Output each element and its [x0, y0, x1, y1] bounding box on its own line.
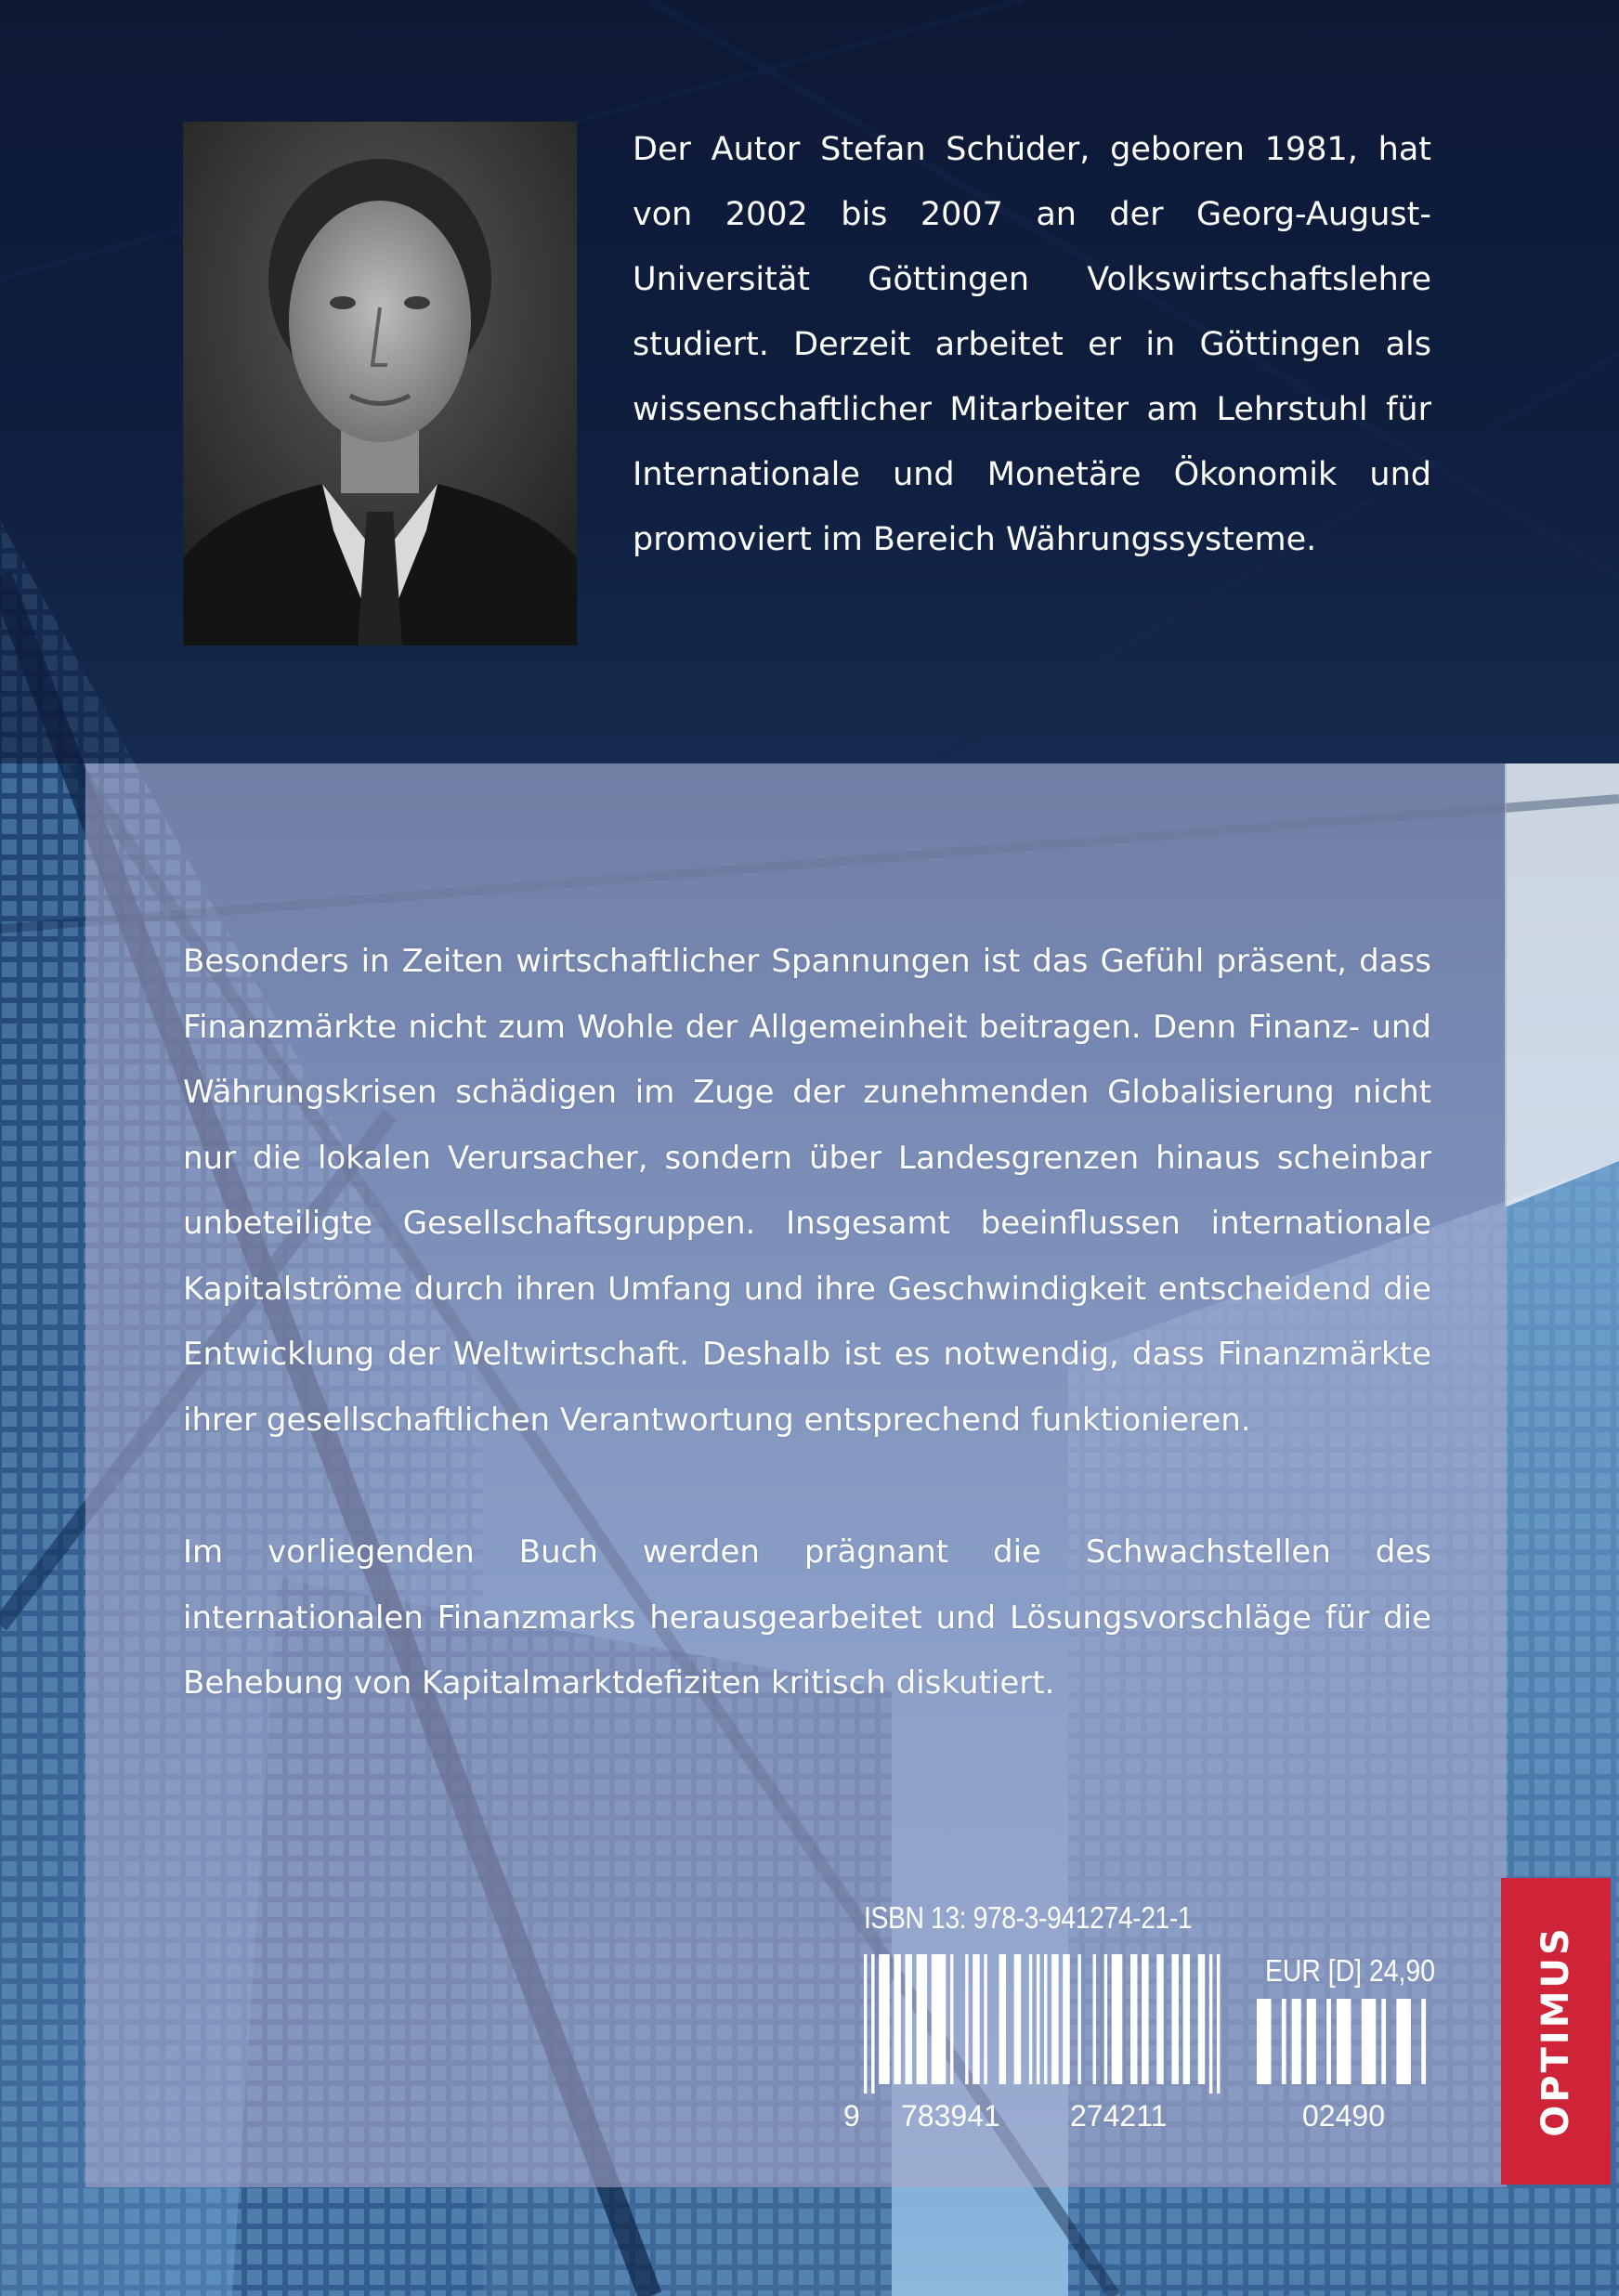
barcode-bar: [1014, 1954, 1021, 2084]
barcode-bar: [1156, 1954, 1163, 2084]
barcode-bar: [1142, 1954, 1148, 2084]
barcode-bar: [1257, 1999, 1272, 2084]
barcode-bar: [864, 1954, 867, 2094]
barcode-bar: [894, 1954, 900, 2084]
barcode-bar: [1198, 1954, 1205, 2084]
barcode-bar: [879, 1954, 890, 2084]
barcode-digits-lead: 9: [843, 2099, 860, 2133]
barcode-bar: [1104, 1954, 1107, 2084]
barcode-bar: [1307, 1999, 1316, 2084]
isbn-label: ISBN 13: 978-3-941274-21-1: [864, 1900, 1193, 1935]
barcode-bar: [871, 1954, 874, 2094]
barcode-bar: [1381, 1999, 1386, 2084]
barcode-bar: [917, 1954, 928, 2084]
barcode-bar: [1037, 1954, 1039, 2084]
barcode-bar: [1093, 1954, 1096, 2084]
barcode-bar: [1282, 1999, 1286, 2084]
barcode-digits-left: 783941: [901, 2099, 1000, 2133]
author-bio: Der Autor Stefan Schüder, geboren 1981, hat von 2002 bis 2007 an der Georg-August-Universität Göttingen Volkswirtschaftslehre studiert. Derzeit arbeitet er in Göttingen als wissenschaftlicher Mitarbeiter am Lehrstuhl für Internationale und Monetäre Ökonomik und promoviert im Bereich Währungssysteme.: [633, 131, 1431, 558]
barcode-bar: [1077, 1954, 1080, 2084]
barcode-bar: [1112, 1954, 1123, 2084]
barcode-bar: [1337, 1999, 1351, 2084]
price-barcode: [1257, 1999, 1431, 2092]
barcode-bar: [1183, 1954, 1190, 2084]
barcode-bar: [905, 1954, 911, 2084]
author-portrait: [183, 122, 577, 646]
barcode-bar: [1362, 1999, 1377, 2084]
barcode-bar: [965, 1954, 968, 2084]
barcode-bar: [1396, 1999, 1411, 2084]
portrait-illustration: [183, 122, 577, 646]
barcode-bar: [999, 1954, 1006, 2084]
barcode-bar: [1421, 1999, 1426, 2084]
blurb-paragraph-2: Im vorliegenden Buch werden prägnant die Schwachstellen des internationalen Finanzmarks herausgearbeitet und Lösungsvorschläge für die Behebung von Kapitalmarktdefiziten kritisch diskutiert.: [183, 1533, 1431, 1702]
barcode-bar: [973, 1954, 979, 2084]
barcode-bar: [1209, 1954, 1212, 2094]
barcode-bar: [932, 1954, 947, 2084]
barcode-bar: [1130, 1954, 1137, 2084]
barcode-bar: [1326, 1999, 1331, 2084]
barcode-digits-addon: 02490: [1302, 2099, 1385, 2133]
barcode-bar: [1171, 1954, 1178, 2084]
publisher-tab: [1501, 1878, 1611, 2185]
barcode-bar: [950, 1954, 953, 2084]
barcode-bar: [1044, 1954, 1047, 2084]
price-label: EUR [D] 24,90: [1265, 1953, 1435, 1988]
isbn-barcode: [864, 1954, 1221, 2094]
barcode-bar: [1029, 1954, 1032, 2084]
barcode-bar: [1292, 1999, 1301, 2084]
publisher-logo-text: OPTIMUS: [1534, 1925, 1577, 2137]
barcode-digits-right: 274211: [1070, 2099, 1168, 2133]
barcode-bar: [984, 1954, 986, 2084]
barcode-bar: [1217, 1954, 1220, 2094]
barcode-bar: [1063, 1954, 1069, 2084]
blurb-paragraph-1: Besonders in Zeiten wirtschaftlicher Spannungen ist das Gefühl präsent, dass Finanzmärkte nicht zum Wohle der Allgemeinheit beitragen. Denn Finanz- und Währungskrisen schädigen im Zuge der zunehmenden Globalisierung nicht nur die lokalen Verursacher, sondern über Landesgrenzen hinaus scheinbar unbeteiligte Gesellschaftsgruppen. Insgesamt beeinflussen internationale Kapitalströme durch ihren Umfang und ihre Geschwindigkeit entscheidend die Entwicklung der Weltwirtschaft. Deshalb ist es notwendig, dass Finanzmärkte ihrer gesellschaftlichen Verantwortung entsprechend funktionieren.: [183, 943, 1431, 1439]
barcode-bar: [1051, 1954, 1058, 2084]
